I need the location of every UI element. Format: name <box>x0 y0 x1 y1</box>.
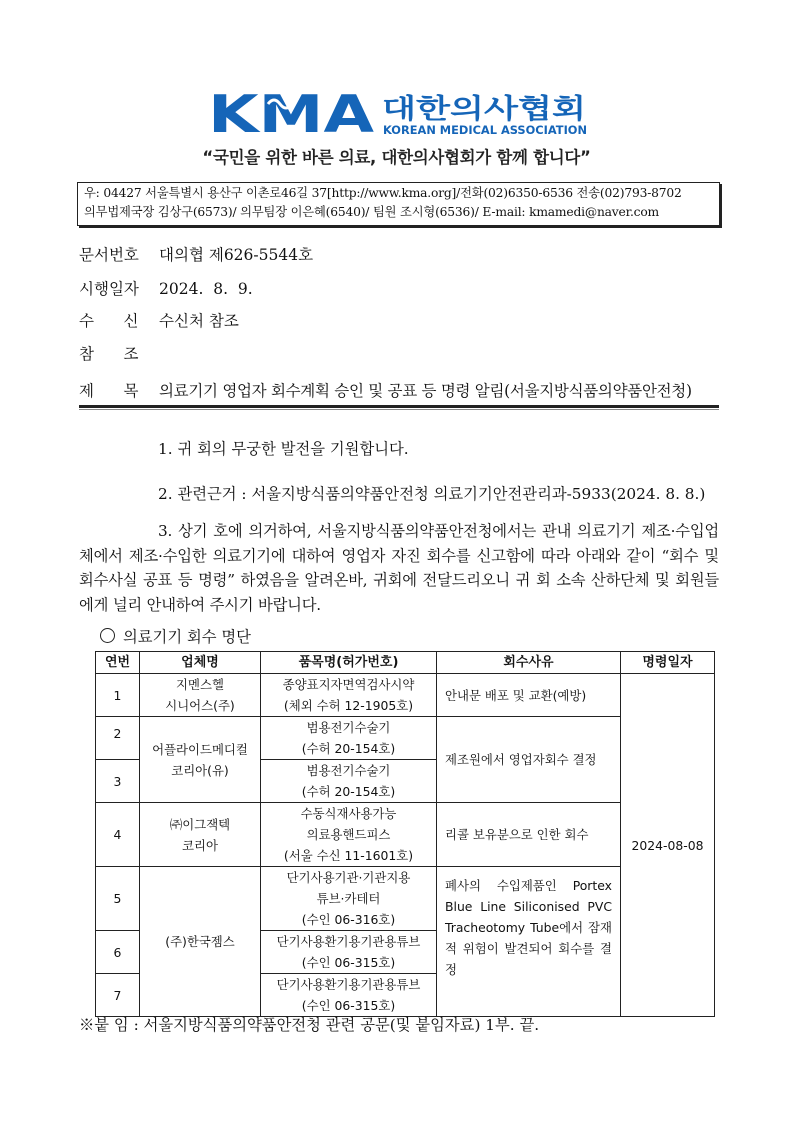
header-no: 연번 <box>96 652 140 674</box>
date-row <box>79 277 253 299</box>
doc-number-label: 문서번호 <box>79 246 139 264</box>
header-product: 품목명(허가번호) <box>261 652 437 674</box>
logo-english-name: KOREAN MEDICAL ASSOCIATION <box>383 123 587 136</box>
subject: 의료기기 영업자 회수계획 승인 및 공표 등 명령 알림(서울지방식품의약품안전청) <box>159 382 692 400</box>
row-company: 어플라이드메디컬 코리아(유) <box>140 717 261 803</box>
date-label: 시행일자 <box>79 280 139 298</box>
row-company: (주)한국젬스 <box>140 867 261 1017</box>
recipient: 수신처 참조 <box>159 312 239 330</box>
recipient-row <box>79 309 239 331</box>
row-no: 6 <box>96 931 140 974</box>
row-company: ㈜이그잭텍 코리아 <box>140 803 261 867</box>
header-reason: 회수사유 <box>437 652 621 674</box>
row-reason: 폐사의 수입제품인 Portex Blue Line Siliconised PVC Tracheotomy Tube에서 잠재적 위험이 발견되어 회수를 결정 <box>437 867 621 1017</box>
row-product: 단기사용기관·기관지용 튜브·카테터 (수인 06-316호) <box>261 867 437 931</box>
recall-list-title: 의료기기 회수 명단 <box>123 628 251 646</box>
row-company: 지멘스헬 시니어스(주) <box>140 674 261 717</box>
kma-logo <box>208 90 588 136</box>
row-no: 3 <box>96 760 140 803</box>
divider <box>79 405 719 408</box>
subject-label: 제 목 <box>79 382 139 400</box>
order-date: 2024-08-08 <box>621 674 715 1017</box>
address-line-1: 우: 04427 서울특별시 용산구 이촌로46길 37[http://www.kma.org]/전화(02)6350-6536 전송(02)793-8702 <box>84 186 682 200</box>
paragraph-1: 1. 귀 회의 무궁한 발전을 기원합니다. <box>158 440 409 458</box>
divider-thin <box>79 409 719 410</box>
row-product: 범용전기수술기 (수허 20-154호) <box>261 717 437 760</box>
table-row <box>96 674 715 717</box>
row-product: 종양표지자면역검사시약 (체외 수허 12-1905호) <box>261 674 437 717</box>
circle-bullet-icon <box>100 628 115 643</box>
address-box <box>77 182 720 226</box>
slogan: “국민을 위한 바른 의료, 대한의사협회가 함께 합니다” <box>202 148 591 167</box>
reference-row <box>79 342 159 364</box>
doc-number: 대의협 제626-5544호 <box>159 246 314 264</box>
paragraph-3 <box>79 519 719 617</box>
issue-date: 2024. 8. 9. <box>159 280 253 298</box>
row-product: 단기사용환기용기관용튜브 (수인 06-315호) <box>261 974 437 1017</box>
row-product: 단기사용환기용기관용튜브 (수인 06-315호) <box>261 931 437 974</box>
recipient-label: 수 신 <box>79 312 139 330</box>
row-no: 4 <box>96 803 140 867</box>
recall-list-heading <box>100 625 251 647</box>
paragraph-3-text: 3. 상기 호에 의거하여, 서울지방식품의약품안전청에서는 관내 의료기기 제조·수입업체에서 제조·수입한 의료기기에 대하여 영업자 자진 회수를 신고함에 따라 아래와 같이 “회수 및 회수사실 공표 등 명령” 하였음을 알려온바, 귀회에 전달드리오니 귀 회 소속 산하단체 및 회원들에게 널리 안내하여 주시기 바랍니다. <box>79 522 719 614</box>
attachment-note: ※붙 임 : 서울지방식품의약품안전청 관련 공문(및 붙임자료) 1부. 끝. <box>79 1016 540 1034</box>
reference-label: 참 조 <box>79 345 139 363</box>
recall-table <box>95 651 715 1017</box>
row-reason: 리콜 보유분으로 인한 회수 <box>437 803 621 867</box>
row-no: 5 <box>96 867 140 931</box>
paragraph-2: 2. 관련근거 : 서울지방식품의약품안전청 의료기기안전관리과-5933(2024. 8. 8.) <box>158 485 706 503</box>
row-no: 2 <box>96 717 140 760</box>
row-product: 수동식재사용가능 의료용핸드피스 (서울 수신 11-1601호) <box>261 803 437 867</box>
header-company: 업체명 <box>140 652 261 674</box>
logo-korean-name: 대한의사협회 <box>382 94 539 125</box>
row-no: 7 <box>96 974 140 1017</box>
doc-number-row <box>79 243 313 265</box>
logo-mark: KMA <box>208 90 374 136</box>
header-order-date: 명령일자 <box>621 652 715 674</box>
subject-row <box>79 379 692 401</box>
row-reason: 안내문 배포 및 교환(예방) <box>437 674 621 717</box>
row-reason: 제조원에서 영업자회수 결정 <box>437 717 621 803</box>
address-line-2: 의무법제국장 김상구(6573)/ 의무팀장 이은혜(6540)/ 팀원 조시형(6536)/ E-mail: kmamedi@naver.com <box>84 205 660 219</box>
table-header-row <box>96 652 715 674</box>
row-no: 1 <box>96 674 140 717</box>
row-product: 범용전기수술기 (수허 20-154호) <box>261 760 437 803</box>
